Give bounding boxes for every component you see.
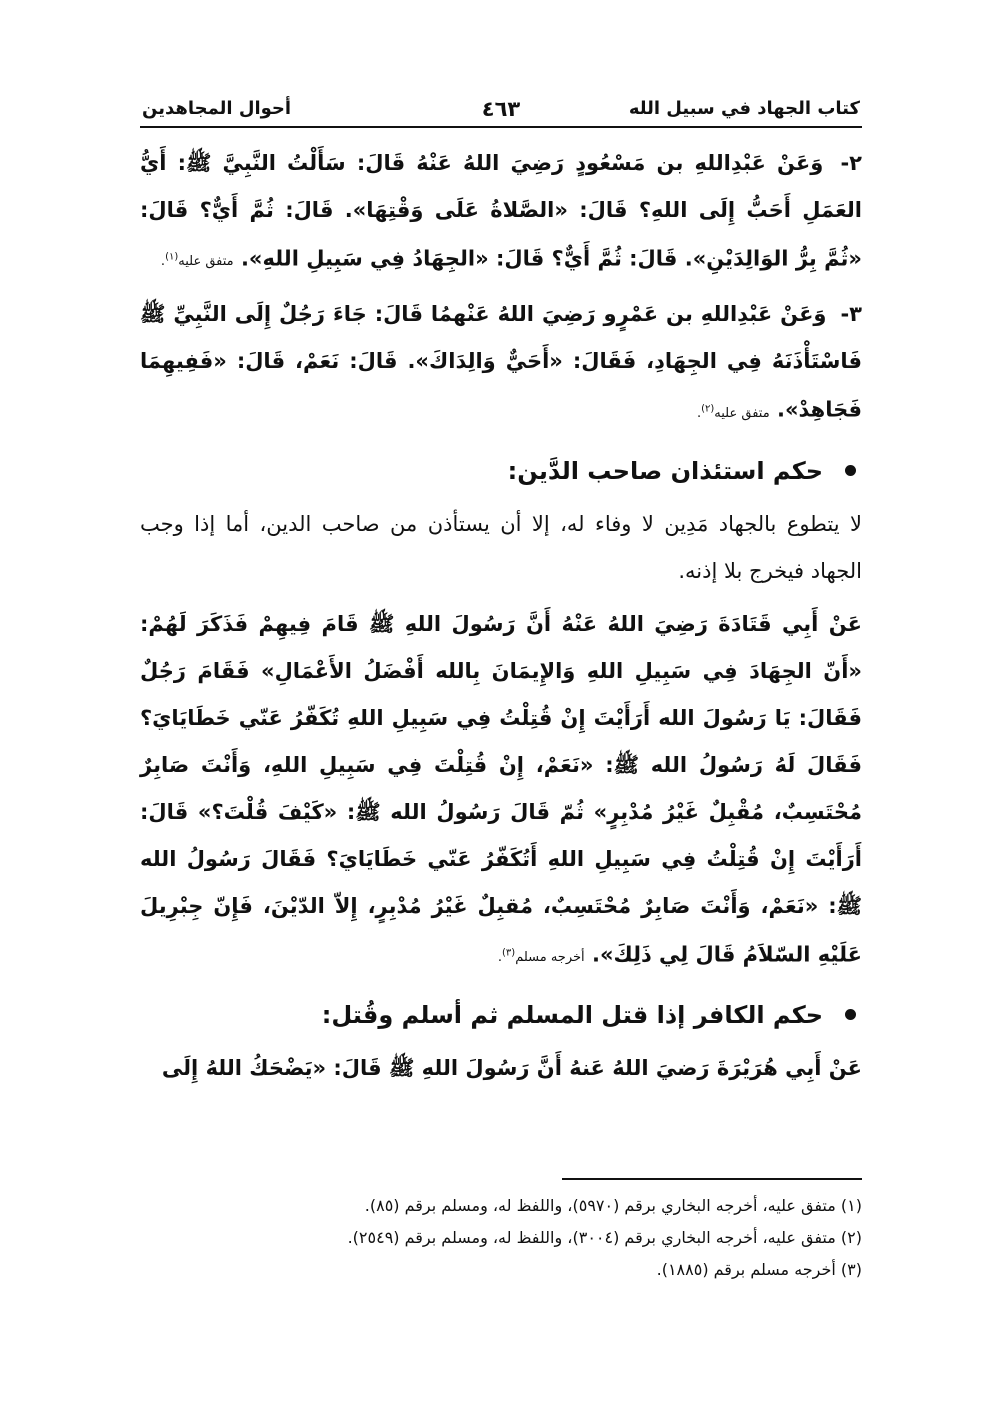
book-title: كتاب الجهاد في سبيل الله [628, 98, 860, 119]
footnotes [140, 1190, 862, 1286]
footnote-divider [562, 1178, 862, 1180]
chapter-title: أحوال المجاهدين [142, 98, 292, 119]
footnote-ref: (٢) [701, 403, 715, 415]
footnote-ref: (٣) [502, 947, 516, 959]
hadith-source-note: متفق عليه$^{(١)}$. [160, 252, 234, 270]
footnote-ref: (١) [165, 252, 179, 263]
section-body: لا يتطوع بالجهاد مَدِين لا وفاء له، إلا أن يستأذن من صاحب الدين، أما إذا وجب الجهاد فيخرج بلا إذنه. [140, 511, 862, 583]
hadith-text: عَنْ أَبِي قَتَادَةَ رَضِيَ اللهُ عَنْهُ أَنَّ رَسُولَ اللهِ ﷺ قَامَ فِيهِمْ فَذَكَرَ لَهُمْ: «أَنّ الجِهَادَ فِي سَبِيلِ اللهِ وَالإِيمَانَ بِالله أَفْضَلُ الأَعْمَالِ» فَقَامَ رَجُلٌ فَقَالَ: يَا رَسُولَ الله أَرَأَيْتَ إِنْ قُتِلْتُ فِي سَبِيلِ اللهِ تُكَفّرُ عَنّي خَطَايَايَ؟ فَقَالَ لَهُ رَسُولُ الله ﷺ: «نَعَمْ، إِنْ قُتِلْتَ فِي سَبِيلِ اللهِ، وَأَنْتَ صَابِرٌ مُحْتَسِبٌ، مُقْبِلٌ غَيْرُ مُدْبِرٍ» ثُمّ قَالَ رَسُولُ الله ﷺ: «كَيْفَ قُلْتَ؟» قَالَ: أَرَأَيْتَ إِنْ قُتِلْتُ فِي سَبِيلِ اللهِ أَتُكَفّرُ عَنّي خَطَايَايَ؟ فَقَالَ رَسُولُ الله ﷺ: «نَعَمْ، وَأَنْتَ صَابِرٌ مُحْتَسِبٌ، مُقبِلٌ غَيْرُ مُدْبِرٍ، إِلاّ الدّيْنَ، فَإِنّ جِبْرِيلَ عَلَيْهِ السّلاَمُ قَالَ لِي ذَلِكَ». [140, 611, 862, 966]
footnote: (٣) أخرجه مسلم برقم (١٨٨٥). [656, 1260, 862, 1279]
hadith-source-note: متفق عليه$^{(٢)}$. [696, 403, 770, 421]
section-heading [140, 451, 862, 491]
hadith-text: وَعَنْ عَبْدِاللهِ بن مَسْعُودٍ رَضِيَ اللهُ عَنْهُ قَالَ: سَأَلْتُ النَّبِيَّ ﷺ: أَيُّ العَمَلِ أَحَبُّ إِلَى اللهِ؟ قَالَ: «الصَّلاةُ عَلَى وَقْتِهَا». قَالَ: ثُمَّ أَيٌّ؟ قَالَ: «ثُمَّ بِرُّ الوَالِدَيْنِ». قَالَ: ثُمَّ أَيٌّ؟ قَالَ: «الجِهَادُ فِي سَبِيلِ اللهِ». [140, 151, 862, 271]
section-heading [140, 995, 862, 1035]
hadith-source-note: أخرجه مسلم$^{(٣)}$. [497, 947, 585, 965]
hadith-3 [140, 291, 862, 436]
bullet-icon [845, 465, 856, 476]
bullet-icon [845, 1009, 856, 1020]
footnote: (١) متفق عليه، أخرجه البخاري برقم (٥٩٧٠)، واللفظ له، ومسلم برقم (٨٥). [364, 1196, 862, 1215]
hadith-number: ٢- [840, 151, 862, 175]
footnote: (٢) متفق عليه، أخرجه البخاري برقم (٣٠٠٤)، واللفظ له، ومسلم برقم (٢٥٤٩). [347, 1228, 862, 1247]
hadith-abu-qatada [140, 601, 862, 981]
section-heading-text: حكم الكافر إذا قتل المسلم ثم أسلم وقُتل: [321, 1000, 823, 1029]
hadith-2 [140, 140, 862, 285]
hadith-text: وَعَنْ عَبْدِاللهِ بن عَمْرٍو رَضِيَ اللهُ عَنْهمُا قَالَ: جَاءَ رَجُلٌ إِلَى النَّبِيِّ ﷺ فَاسْتَأْذَنَهُ فِي الجِهَادِ، فَقَالَ: «أَحَيٌّ وَالِدَاكَ». قَالَ: نَعَمْ، قَالَ: «فَفِيهِمَا فَجَاهِدْ». [140, 302, 862, 422]
hadith-abu-hurayra: عَنْ أَبِي هُرَيْرَةَ رَضيَ اللهُ عَنهُ أَنَّ رَسُولَ اللهِ ﷺ قَالَ: «يَضْحَكُ اللهُ إِلَى [161, 1055, 862, 1080]
main-content [140, 140, 862, 1092]
page-number: ٤٦٣ [481, 97, 521, 121]
hadith-number: ٣- [840, 302, 862, 327]
running-header [140, 96, 862, 128]
section-heading-text: حكم استئذان صاحب الدَّين: [507, 456, 823, 485]
